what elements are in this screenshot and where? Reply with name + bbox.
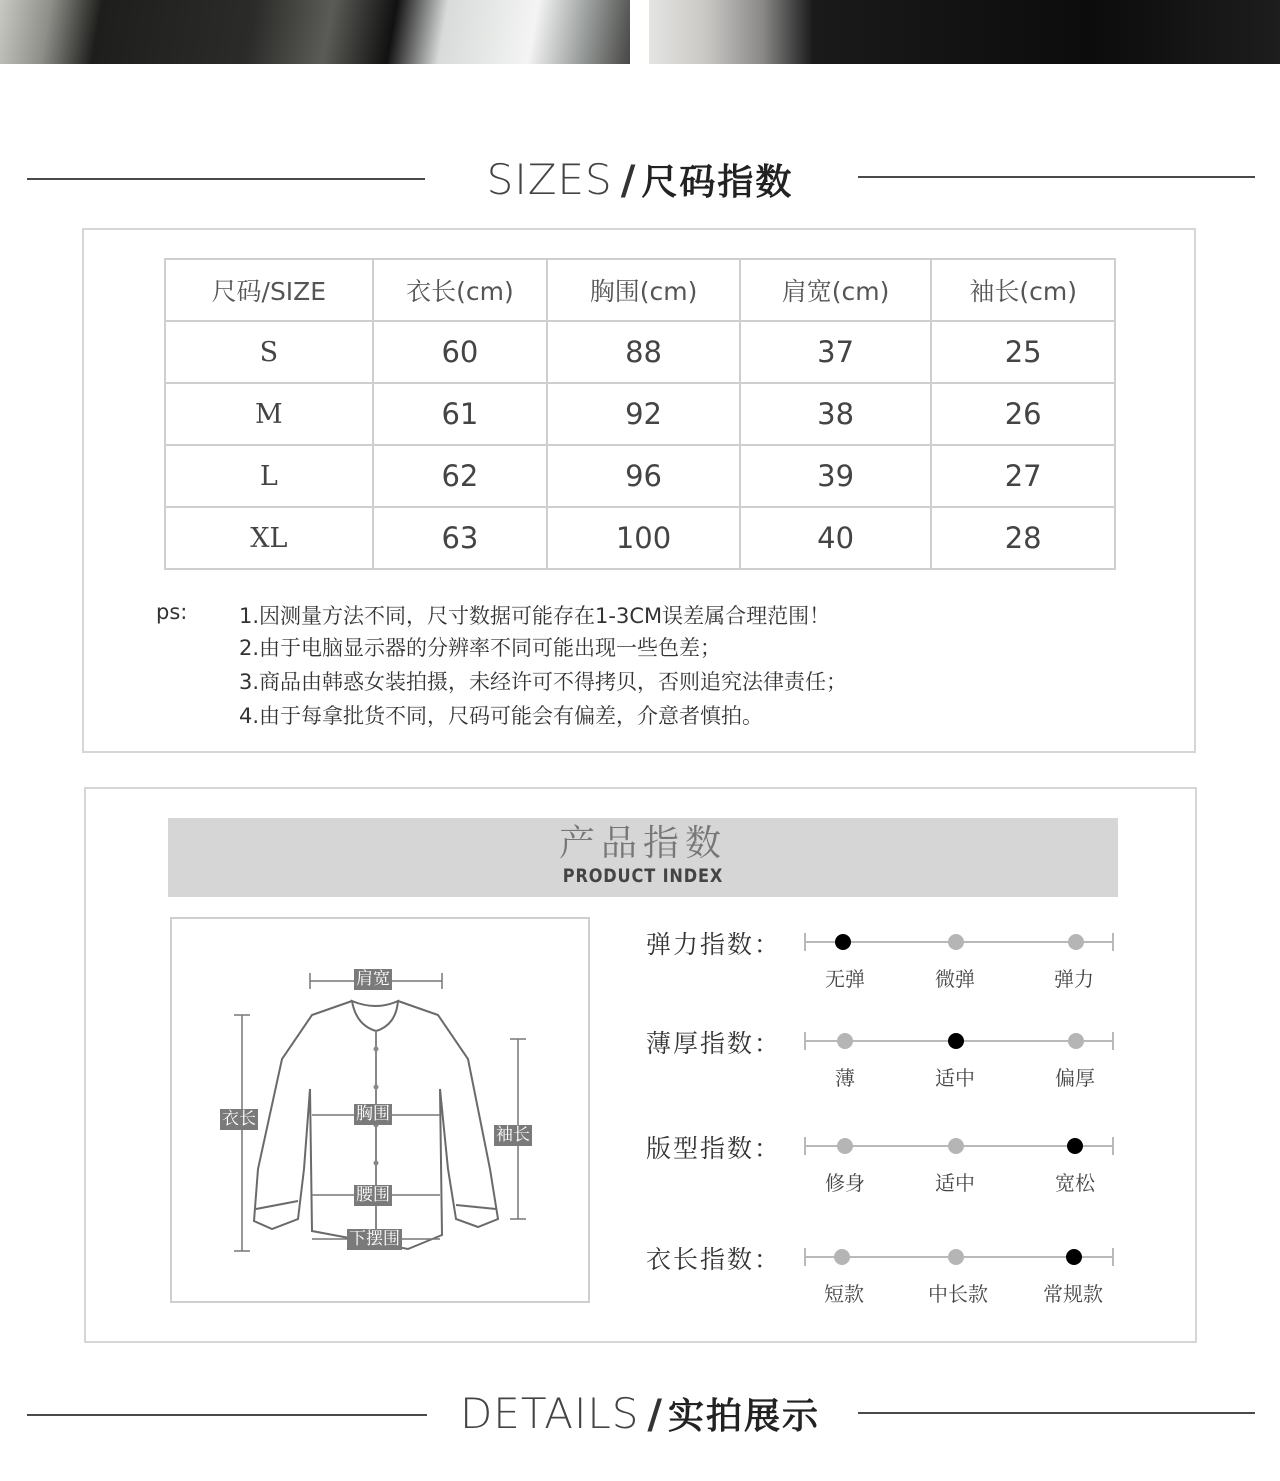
length-cell: 62 xyxy=(373,445,548,507)
product-photo-left xyxy=(0,0,630,64)
length-label: 衣长 xyxy=(222,1109,256,1129)
sizes-title-cn: 尺码指数 xyxy=(641,162,794,203)
ps-note: 4.由于每拿批货不同，尺码可能会有偏差，介意者慎拍。 xyxy=(239,704,764,728)
sleeve-label: 袖长 xyxy=(496,1125,530,1145)
shoulder-cell: 37 xyxy=(740,321,932,383)
elasticity-scale xyxy=(646,931,1116,1021)
scale-name: 弹力指数： xyxy=(646,930,782,959)
scale-option: 适中 xyxy=(935,1066,975,1090)
scale-option: 适中 xyxy=(935,1171,975,1195)
table-row xyxy=(165,507,1115,569)
size-table-header: 尺码/SIZE xyxy=(165,259,373,321)
sleeve-cell: 28 xyxy=(931,507,1115,569)
scale-option: 修身 xyxy=(825,1171,865,1195)
size-table-header-row xyxy=(165,259,1115,321)
details-section-heading xyxy=(0,1384,1280,1444)
size-chart-panel xyxy=(82,228,1196,753)
scale-option: 短款 xyxy=(824,1282,864,1306)
scale-option: 弹力 xyxy=(1054,967,1094,991)
scale-cap xyxy=(804,933,806,951)
scale-option: 常规款 xyxy=(1043,1282,1103,1306)
ps-note: 1.因测量方法不同，尺寸数据可能存在1-3CM误差属合理范围！ xyxy=(239,604,831,628)
size-cell: S xyxy=(165,321,373,383)
details-title-cn: 实拍展示 xyxy=(668,1396,821,1437)
scale-cap xyxy=(804,1032,806,1050)
scale-dot xyxy=(837,1033,853,1049)
scale-option: 薄 xyxy=(835,1066,855,1090)
product-index-title-cn: 产品指数 xyxy=(558,823,727,864)
product-photo-right xyxy=(649,0,1280,64)
scale-cap xyxy=(1112,933,1114,951)
thickness-scale xyxy=(646,1030,1116,1120)
scale-dot xyxy=(834,1249,850,1265)
shoulder-label: 肩宽 xyxy=(356,969,390,989)
size-table-header: 胸围(cm) xyxy=(547,259,740,321)
scale-dot-selected xyxy=(1066,1249,1082,1265)
scale-dot xyxy=(948,1138,964,1154)
scale-cap xyxy=(804,1137,806,1155)
scale-name: 版型指数： xyxy=(646,1134,782,1163)
chest-label: 胸围 xyxy=(356,1104,390,1124)
ps-label: ps: xyxy=(156,600,188,624)
chest-cell: 96 xyxy=(547,445,740,507)
table-row xyxy=(165,383,1115,445)
shoulder-cell: 40 xyxy=(740,507,932,569)
ps-note: 2.由于电脑显示器的分辨率不同可能出现一些色差； xyxy=(239,636,722,660)
chest-cell: 88 xyxy=(547,321,740,383)
scale-dot xyxy=(837,1138,853,1154)
size-cell: XL xyxy=(165,507,373,569)
product-index-title-en: PRODUCT INDEX xyxy=(562,865,724,887)
size-table-header: 肩宽(cm) xyxy=(740,259,932,321)
product-index-banner xyxy=(168,818,1118,897)
length-cell: 60 xyxy=(373,321,548,383)
size-table xyxy=(164,258,1116,570)
scale-cap xyxy=(1112,1032,1114,1050)
scale-dot-selected xyxy=(1067,1138,1083,1154)
length-cell: 63 xyxy=(373,507,548,569)
chest-cell: 92 xyxy=(547,383,740,445)
measurement-diagram xyxy=(170,917,590,1303)
size-table-header: 袖长(cm) xyxy=(931,259,1115,321)
scale-dot xyxy=(948,1249,964,1265)
scale-dot xyxy=(1068,1033,1084,1049)
length-scale xyxy=(646,1246,1116,1336)
scale-dot xyxy=(948,934,964,950)
scale-cap xyxy=(1112,1137,1114,1155)
scale-option: 宽松 xyxy=(1055,1171,1095,1195)
sizes-title xyxy=(0,150,1280,219)
scale-name: 薄厚指数： xyxy=(646,1029,782,1058)
scale-dot-selected xyxy=(835,934,851,950)
scale-cap xyxy=(804,1248,806,1266)
product-index-panel xyxy=(84,787,1197,1343)
details-title-separator: / xyxy=(647,1392,663,1438)
scale-option: 无弹 xyxy=(825,967,865,991)
waist-label: 腰围 xyxy=(356,1185,390,1205)
scale-cap xyxy=(1112,1248,1114,1266)
sizes-section-heading xyxy=(0,150,1280,210)
hem-label: 下摆围 xyxy=(349,1229,400,1249)
scale-name: 衣长指数： xyxy=(646,1245,782,1274)
shoulder-cell: 38 xyxy=(740,383,932,445)
sleeve-cell: 25 xyxy=(931,321,1115,383)
scale-dot xyxy=(1068,934,1084,950)
sleeve-cell: 27 xyxy=(931,445,1115,507)
table-row xyxy=(165,321,1115,383)
fit-scale xyxy=(646,1135,1116,1225)
size-table-header: 衣长(cm) xyxy=(373,259,548,321)
table-row xyxy=(165,445,1115,507)
details-title xyxy=(0,1384,1280,1453)
size-cell: M xyxy=(165,383,373,445)
ps-note: 3.商品由韩惑女装拍摄，未经许可不得拷贝，否则追究法律责任； xyxy=(239,670,848,694)
details-title-en: DETAILS xyxy=(459,1389,640,1438)
scale-option: 偏厚 xyxy=(1055,1066,1095,1090)
chest-cell: 100 xyxy=(547,507,740,569)
scale-dot-selected xyxy=(948,1033,964,1049)
size-cell: L xyxy=(165,445,373,507)
sizes-title-en: SIZES xyxy=(486,155,613,204)
scale-option: 中长款 xyxy=(928,1282,988,1306)
length-cell: 61 xyxy=(373,383,548,445)
scale-option: 微弹 xyxy=(935,967,975,991)
shoulder-cell: 39 xyxy=(740,445,932,507)
sleeve-cell: 26 xyxy=(931,383,1115,445)
sizes-title-separator: / xyxy=(620,158,636,204)
